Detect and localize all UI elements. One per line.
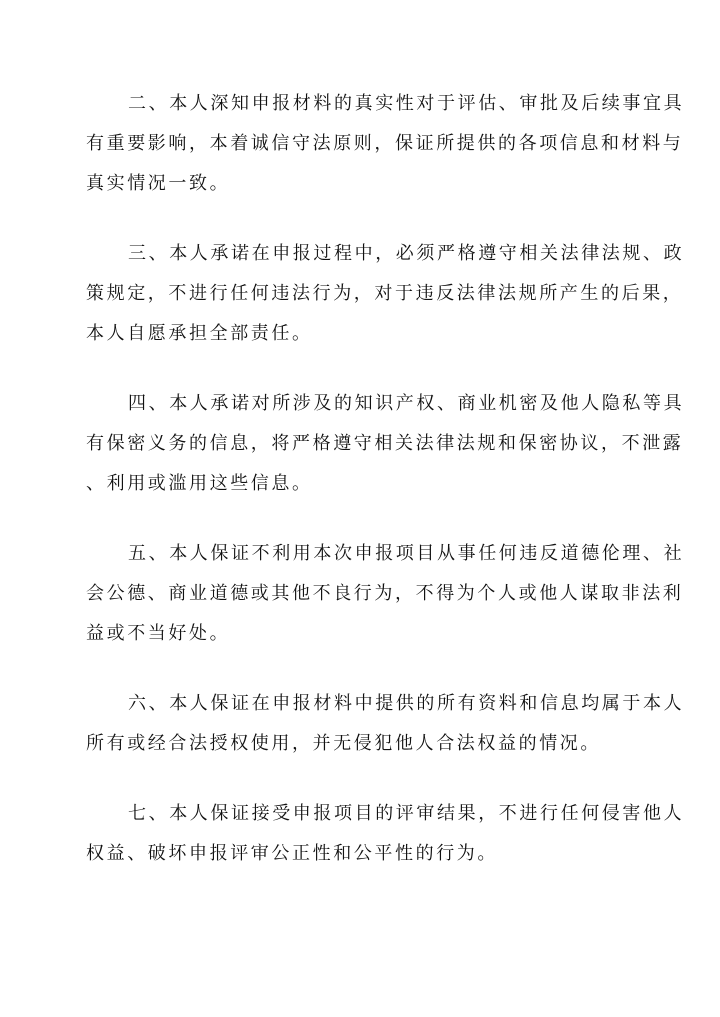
paragraph-line: 本人自愿承担全部责任。 xyxy=(86,323,313,344)
paragraph-line: 七、本人保证接受申报项目的评审结果，不进行任何侵害他人 xyxy=(128,803,685,824)
paragraph-5 xyxy=(86,534,685,654)
paragraph-line: 有重要影响，本着诚信守法原则，保证所提供的各项信息和材料与 xyxy=(86,133,684,154)
paragraph-2 xyxy=(86,84,685,204)
paragraph-line: 真实情况一致。 xyxy=(86,173,231,194)
paragraph-line: 四、本人承诺对所涉及的知识产权、商业机密及他人隐私等具 xyxy=(128,393,685,414)
paragraph-line: 二、本人深知申报材料的真实性对于评估、审批及后续事宜具 xyxy=(128,93,685,114)
paragraph-line: 有保密义务的信息，将严格遵守相关法律法规和保密协议，不泄露 xyxy=(86,433,684,454)
paragraph-line: 会公德、商业道德或其他不良行为，不得为个人或他人谋取非法利 xyxy=(86,583,684,604)
paragraph-3 xyxy=(86,234,685,354)
document-body xyxy=(86,84,685,904)
paragraph-line: 五、本人保证不利用本次申报项目从事任何违反道德伦理、社 xyxy=(128,543,685,564)
paragraph-line: 权益、破坏申报评审公正性和公平性的行为。 xyxy=(86,843,498,864)
paragraph-4 xyxy=(86,384,685,504)
paragraph-line: 策规定，不进行任何违法行为，对于违反法律法规所产生的后果， xyxy=(86,283,684,304)
paragraph-line: 、利用或滥用这些信息。 xyxy=(86,473,313,494)
paragraph-line: 益或不当好处。 xyxy=(86,623,231,644)
paragraph-line: 六、本人保证在申报材料中提供的所有资料和信息均属于本人 xyxy=(128,693,685,714)
paragraph-6 xyxy=(86,684,685,764)
paragraph-line: 三、本人承诺在申报过程中，必须严格遵守相关法律法规、政 xyxy=(128,243,685,264)
paragraph-line: 所有或经合法授权使用，并无侵犯他人合法权益的情况。 xyxy=(86,733,601,754)
paragraph-7 xyxy=(86,794,685,874)
